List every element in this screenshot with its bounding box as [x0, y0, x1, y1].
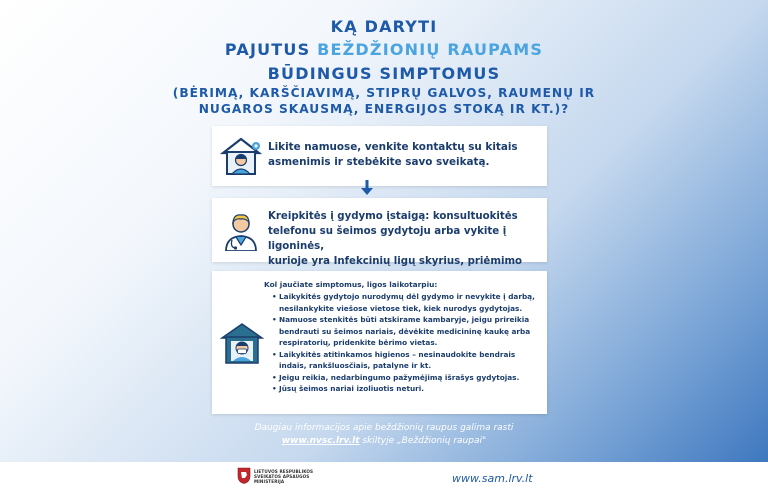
list-item-line: • Laikykitės gydytojo nurodymų dėl gydymo ir nevykite į darbą, [279, 292, 535, 301]
title-line-1: KĄ DARYTI [330, 17, 438, 36]
step-1-line-1: Likite namuose, venkite kontaktų su kitais [268, 141, 518, 153]
list-item-line: bendrauti su šeimos nariais, dėvėkite medicininę kaukę arba [279, 326, 531, 336]
step-3-list [272, 291, 540, 395]
isolation-mask-icon [220, 321, 264, 365]
title-line-2-pre: PAJUTUS [224, 40, 318, 59]
info-line-1: Daugiau informacijos apie beždžionių raupus galima rasti [254, 423, 514, 433]
coat-of-arms-icon [237, 467, 251, 484]
list-item [272, 291, 540, 314]
sam-site-link[interactable]: www.sam.lrv.lt [452, 472, 533, 485]
list-item-line: respiratorių, pridenkite bėrimo vietas. [279, 338, 438, 347]
list-item-line: • Namuose stenkitės būti atskirame kambaryje, jeigu prireikia [279, 315, 530, 324]
step-2-line-3: kurioje yra Infekcinių ligų skyrius, priėmimo [268, 256, 523, 267]
list-item [272, 372, 540, 384]
info-line-2-rest: skiltyje „Beždžionių raupai" [359, 436, 487, 446]
title-highlight: BEŽDŽIONIŲ RAUPAMS [317, 40, 544, 59]
list-item [272, 383, 540, 395]
nvsc-link[interactable]: www.nvsc.lrv.lt [281, 436, 360, 446]
list-item-line: indais, rankšluosčiais, patalyne ir kt. [279, 361, 432, 370]
ministry-logo-text [254, 469, 334, 484]
step-1-card [212, 126, 547, 186]
title-symptoms-line-2: NUGAROS SKAUSMĄ, ENERGIJOS STOKĄ IR KT.)? [198, 102, 570, 116]
step-2-line-1: Kreipkitės į gydymo įstaigą: konsultuokitės [268, 211, 518, 222]
step-2-line-2: telefonu su šeimos gydytoju arba vykite į ligoninės, [268, 226, 507, 252]
ministry-logo-line-1: LIETUVOS RESPUBLIKOS [254, 469, 314, 474]
step-1-line-2: asmenimis ir stebėkite savo sveikatą. [268, 156, 490, 168]
footer [0, 462, 768, 499]
doctor-icon [220, 209, 262, 251]
house-person-icon [220, 135, 262, 177]
step-3-card [212, 271, 547, 414]
arrow-down-icon [361, 180, 373, 196]
list-item-line: • Jūsų šeimos nariai izoliuotis neturi. [279, 384, 425, 393]
title-symptoms-line-1: (BĖRIMĄ, KARŠČIAVIMĄ, STIPRŲ GALVOS, RAUMENŲ IR [172, 86, 596, 100]
list-item [272, 349, 540, 372]
list-item [272, 314, 540, 349]
list-item-line: • Laikykitės atitinkamos higienos – nesinaudokite bendrais [279, 349, 516, 359]
step-1-text [268, 140, 538, 170]
step-2-card [212, 198, 547, 267]
title-line-2 [0, 40, 768, 59]
title-line-3: BŪDINGUS SIMPTOMUS [267, 64, 501, 83]
step-3-intro: Kol jaučiate simptomus, ligos laikotarpiu: [264, 280, 438, 289]
list-item-line: • Jeigu reikia, nedarbingumo pažymėjimą išrašys gydytojas. [279, 372, 520, 382]
ministry-logo-line-2: SVEIKATOS APSAUGOS MINISTERIJA [254, 474, 310, 484]
info-line-2 [0, 436, 768, 446]
list-item-line: nesilankykite viešose vietose tiek, kiek nurodys gydytojas. [279, 303, 523, 313]
title-symptoms [0, 85, 768, 117]
